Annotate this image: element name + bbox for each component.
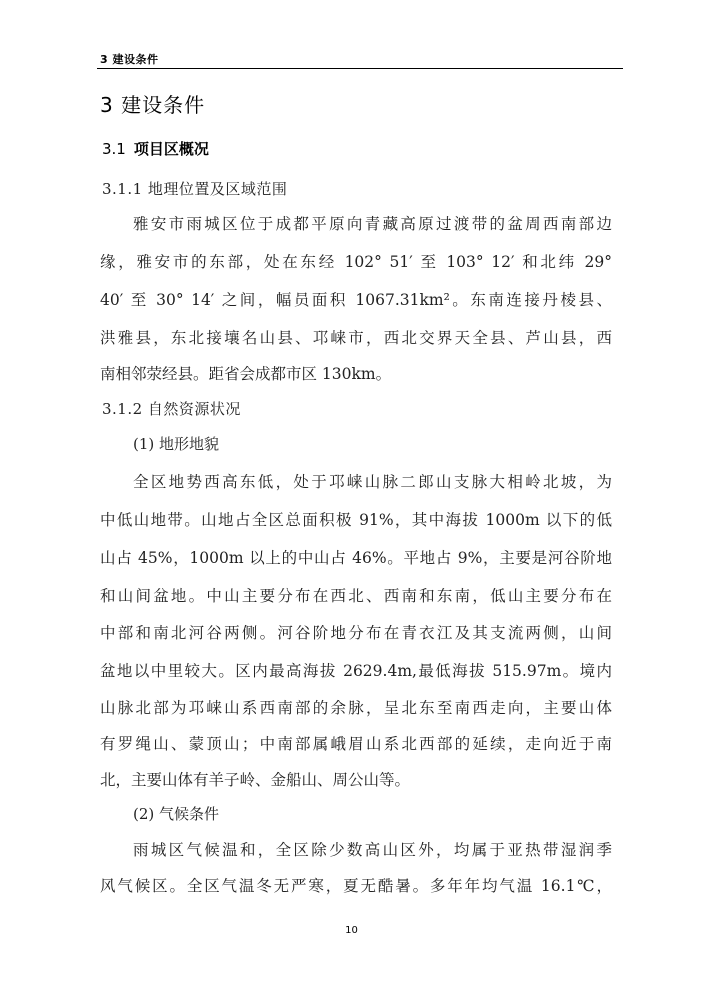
paragraph-line: 洪雅县，东北接壤名山县、邛崃市，西北交界天全县、芦山县，西 [100, 329, 612, 347]
paragraph-line: 全区地势西高东低，处于邛崃山脉二郎山支脉大相岭北坡，为 [133, 473, 612, 491]
paragraph-line: 雨城区气候温和，全区除少数高山区外，均属于亚热带湿润季 [133, 841, 612, 859]
header-rule [97, 68, 623, 69]
subsection-heading: 3.1.2 自然资源状况 [102, 400, 241, 418]
chapter-title: 3 建设条件 [100, 93, 206, 117]
paragraph-line: 和山间盆地。中山主要分布在西北、西南和东南，低山主要分布在 [100, 587, 612, 605]
paragraph-line: 山脉北部为邛崃山系西南部的余脉，呈北东至南西走向，主要山体 [100, 699, 612, 717]
section-number: 3.1 [102, 140, 126, 158]
section-heading [102, 138, 209, 159]
paragraph-line: 南相邻荥经县。距省会成都市区 130km。 [100, 365, 392, 383]
paragraph-line: 风气候区。全区气温冬无严寒，夏无酷暑。多年年均气温 16.1℃， [100, 877, 612, 895]
paragraph-line: 40′ 至 30° 14′ 之间，幅员面积 1067.31km²。东南连接丹棱县、 [100, 291, 612, 309]
paragraph-line: 北，主要山体有羊子岭、金船山、周公山等。 [100, 771, 411, 789]
list-item-heading: (2) 气候条件 [133, 805, 220, 823]
page-number: 10 [345, 925, 358, 936]
list-item-heading: (1) 地形地貌 [133, 435, 220, 453]
paragraph-line: 中部和南北河谷两侧。河谷阶地分布在青衣江及其支流两侧，山间 [100, 624, 612, 642]
subsection-heading: 3.1.1 地理位置及区域范围 [102, 180, 288, 198]
paragraph-line: 有罗绳山、蒙顶山；中南部属峨眉山系北西部的延续，走向近于南 [100, 735, 612, 753]
running-header: 3 建设条件 [100, 53, 159, 66]
section-title: 项目区概况 [133, 140, 209, 158]
paragraph-line: 盆地以中里较大。区内最高海拔 2629.4m,最低海拔 515.97m。境内 [100, 662, 612, 680]
paragraph-line: 雅安市雨城区位于成都平原向青藏高原过渡带的盆周西南部边 [133, 215, 612, 233]
paragraph-line: 山占 45%，1000m 以上的中山占 46%。平地占 9%，主要是河谷阶地 [100, 549, 612, 567]
paragraph-line: 缘，雅安市的东部，处在东经 102° 51′ 至 103° 12′ 和北纬 29° [100, 253, 612, 271]
paragraph-line: 中低山地带。山地占全区总面积极 91%，其中海拔 1000m 以下的低 [100, 511, 612, 529]
